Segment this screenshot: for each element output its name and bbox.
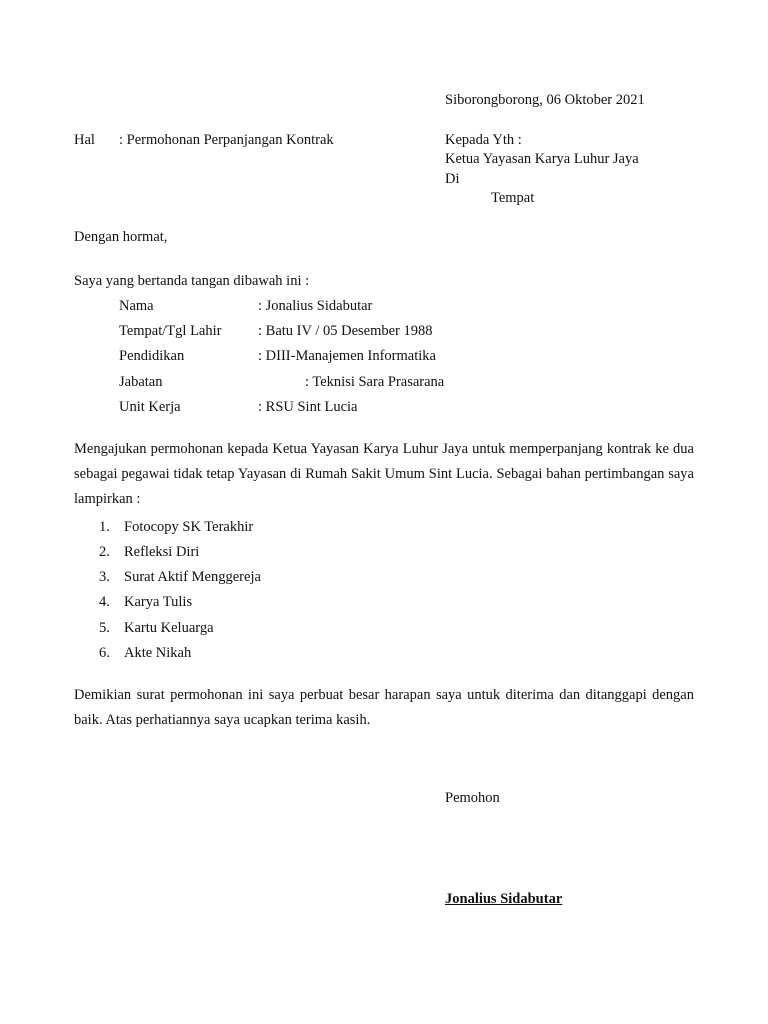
signature-name: Jonalius Sidabutar [445,891,563,907]
identity-label: Unit Kerja [119,399,181,415]
identity-value: : RSU Sint Lucia [258,399,358,415]
identity-value: : Jonalius Sidabutar [258,298,373,314]
list-item: Akte Nikah [124,645,192,661]
list-item-number: 1. [99,519,110,535]
list-item: Karya Tulis [124,594,193,610]
list-item: Refleksi Diri [124,544,200,560]
recipient-line-2: Ketua Yayasan Karya Luhur Jaya [445,151,639,167]
applicant-label: Pemohon [445,790,500,806]
intro-line: Saya yang bertanda tangan dibawah ini : [74,273,310,289]
list-item: Kartu Keluarga [124,620,214,636]
subject-label: Hal [74,132,95,148]
list-item: Surat Aktif Menggereja [124,569,261,585]
subject-value: : Permohonan Perpanjangan Kontrak [119,132,334,148]
list-item-number: 3. [99,569,110,585]
place-date: Siborongborong, 06 Oktober 2021 [445,92,645,108]
recipient-line-4: Tempat [491,190,535,206]
closing-paragraph: Demikian surat permohonan ini saya perbuat besar harapan saya untuk diterima dan ditanggapi dengan baik. Atas perhatiannya saya ucapkan terima kasih. [74,687,694,728]
recipient-line-3: Di [445,171,460,187]
greeting: Dengan hormat, [74,229,168,245]
list-item-number: 6. [99,645,110,661]
identity-label: Pendidikan [119,348,185,364]
identity-value: : Batu IV / 05 Desember 1988 [258,323,433,339]
identity-value: : DIII-Manajemen Informatika [258,348,436,364]
list-item-number: 2. [99,544,110,560]
identity-value: : Teknisi Sara Prasarana [305,374,445,390]
recipient-line-1: Kepada Yth : [445,132,522,148]
identity-label: Nama [119,298,154,314]
identity-label: Tempat/Tgl Lahir [119,323,222,339]
list-item-number: 4. [99,594,110,610]
list-item: Fotocopy SK Terakhir [124,519,254,535]
identity-label: Jabatan [119,374,163,390]
list-item-number: 5. [99,620,110,636]
body-paragraph: Mengajukan permohonan kepada Ketua Yayasan Karya Luhur Jaya untuk memperpanjang kontrak ke dua sebagai pegawai tidak tetap Yayasan di Rumah Sakit Umum Sint Lucia. Sebagai bahan pertimbangan saya lampirkan : [74,441,694,507]
